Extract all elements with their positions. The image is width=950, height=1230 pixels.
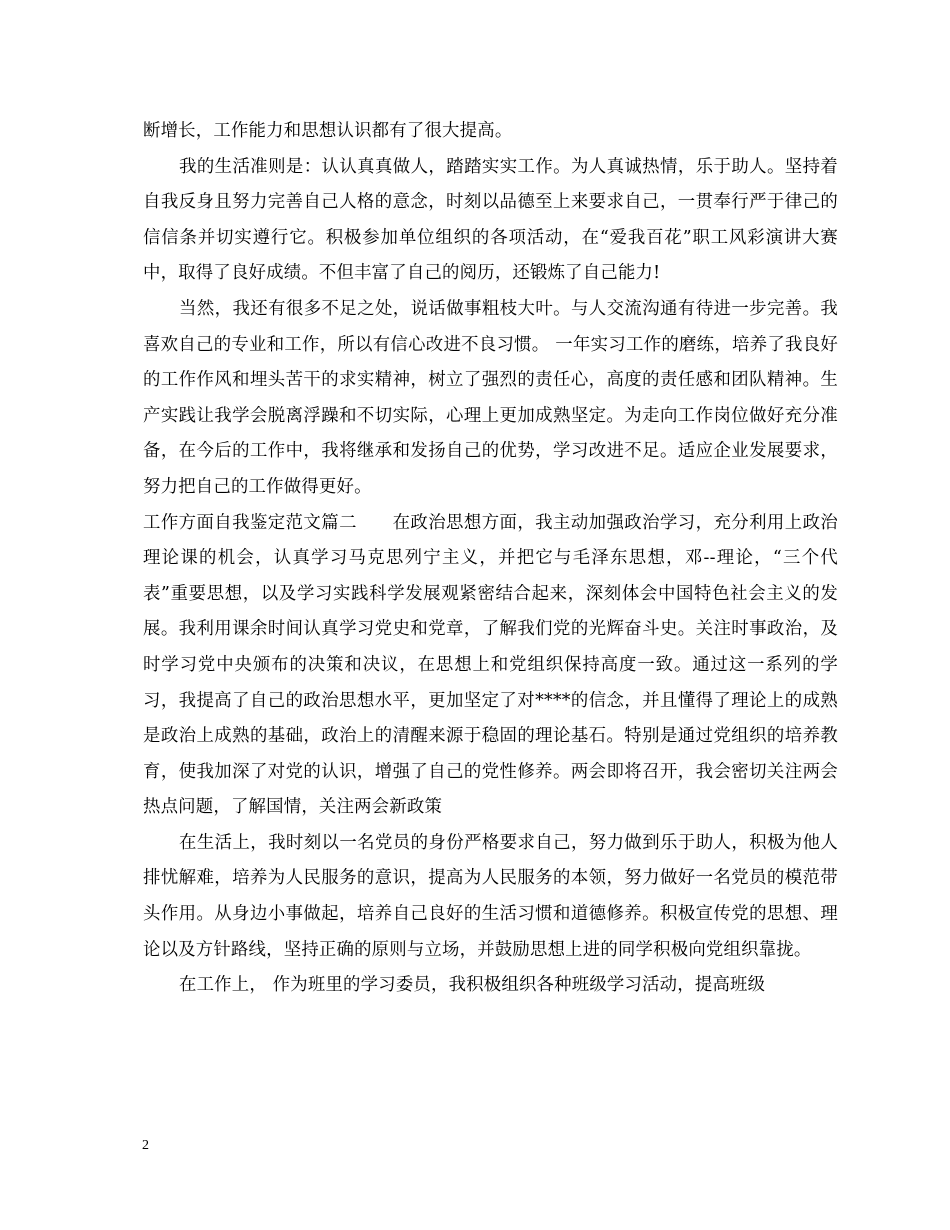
page-number: 2 (142, 1138, 149, 1153)
paragraph-1: 断增长，工作能力和思想认识都有了很大提高。 (143, 121, 513, 141)
paragraph-4: 工作方面自我鉴定范文篇二 在政治思想方面，我主动加强政治学习，充分利用上政治理论课的机会，认真学习马克思列宁主义，并把它与毛泽东思想，邓--理论，“三个代表”重要思想，以及学习实践科学发展观紧密结合起来，深刻体会中国特色社会主义的发展。我利用课余时间认真学习党史和党章，了解我们党的光辉奋斗史。关注时事政治，及时学习党中央颁布的决策和决议，在思想上和党组织保持高度一致。通过这一系列的学习，我提高了自己的政治思想水平，更加坚定了对****的信念，并且懂得了理论上的成熟是政治上成熟的基础，政治上的清醒来源于稳固的理论基石。特别是通过党组织的培养教育，使我加深了对党的认识，增强了自己的党性修养。两会即将召开，我会密切关注两会热点问题，了解国情，关注两会新政策 (143, 512, 838, 818)
document-body (143, 114, 838, 1004)
paragraph-6: 在工作上， 作为班里的学习委员，我积极组织各种班级学习活动，提高班级 (179, 975, 766, 996)
paragraph-5: 在生活上，我时刻以一名党员的身份严格要求自己，努力做到乐于助人，积极为他人排忧解难，培养为人民服务的意识，提高为人民服务的本领，努力做好一名党员的模范带头作用。从身边小事做起，培养自己良好的生活习惯和道德修养。积极宣传党的思想、理论以及方针路线，坚持正确的原则与立场，并鼓励思想上进的同学积极向党组织靠拢。 (143, 832, 838, 960)
paragraph-3: 当然，我还有很多不足之处，说话做事粗枝大叶。与人交流沟通有待进一步完善。我喜欢自己的专业和工作，所以有信心改进不良习惯。 一年实习工作的磨练，培养了我良好的工作作风和埋头苦干的求实精神，树立了强烈的责任心，高度的责任感和团队精神。生产实践让我学会脱离浮躁和不切实际，心理上更加成熟坚定。为走向工作岗位做好充分准备，在今后的工作中，我将继承和发扬自己的优势，学习改进不足。适应企业发展要求，努力把自己的工作做得更好。 (143, 298, 838, 497)
paragraph-2: 我的生活准则是：认认真真做人，踏踏实实工作。为人真诚热情，乐于助人。坚持着自我反身且努力完善自己人格的意念，时刻以品德至上来要求自己，一贯奉行严于律己的信信条并切实遵行它。积极参加单位组织的各项活动，在“爱我百花”职工风彩演讲大赛中，取得了良好成绩。不但丰富了自己的阅历，还锻炼了自己能力! (143, 156, 838, 284)
